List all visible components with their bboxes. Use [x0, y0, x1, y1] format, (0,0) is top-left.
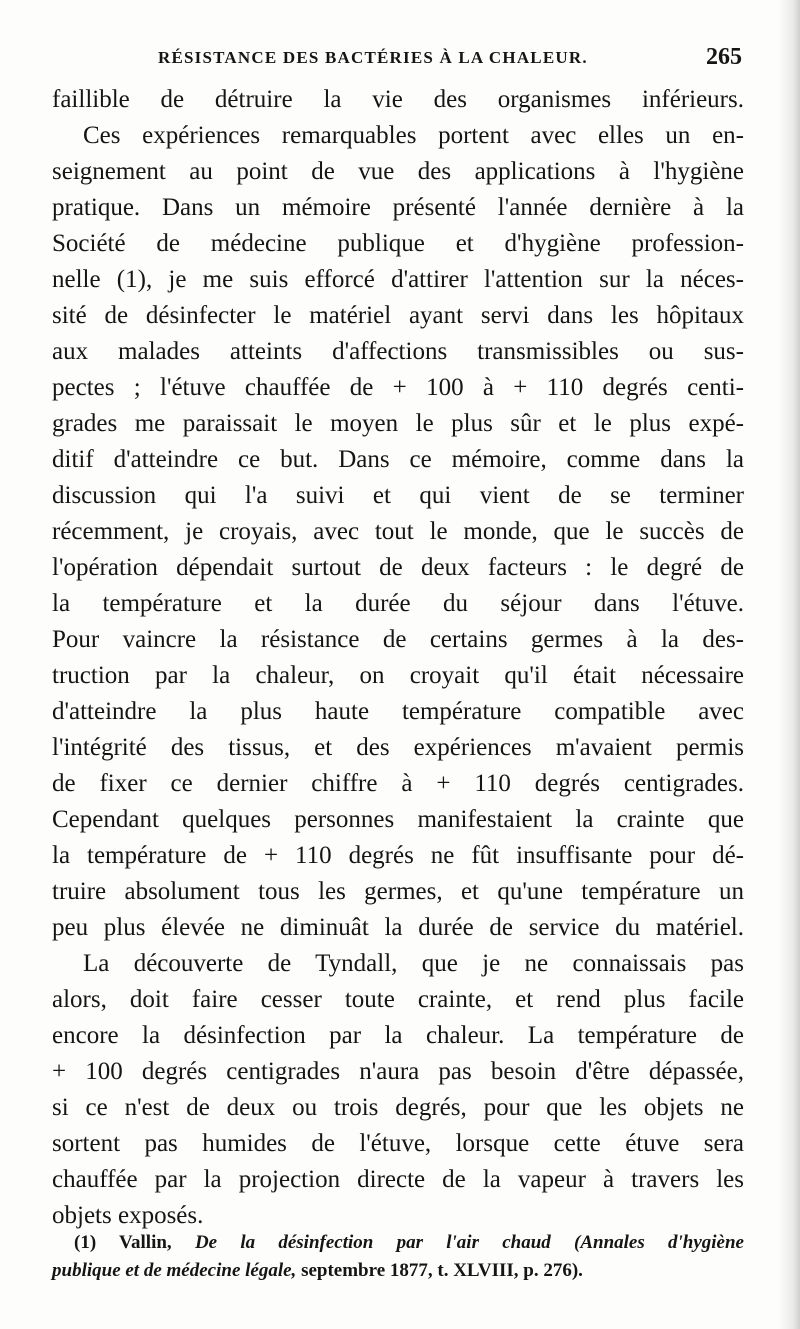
text-line: La découverte de Tyndall, que je ne connaissais pas [83, 950, 744, 977]
text-line: faillible de détruire la vie des organismes inférieurs. [52, 86, 744, 113]
text-line: récemment, je croyais, avec tout le monde, que le succès de [52, 518, 744, 545]
text-line: truction par la chaleur, on croyait qu'il était nécessaire [52, 662, 744, 689]
text-line: sité de désinfecter le matériel ayant servi dans les hôpitaux [52, 302, 744, 329]
text-line: l'intégrité des tissus, et des expériences m'avaient permis [52, 734, 744, 761]
footnote-line [52, 1257, 744, 1285]
text-line: peu plus élevée ne diminuât la durée de service du matériel. [52, 914, 744, 941]
text-line: Pour vaincre la résistance de certains germes à la des- [52, 626, 744, 653]
text-line: aux malades atteints d'affections transmissibles ou sus- [52, 338, 744, 365]
text-line: pectes ; l'étuve chauffée de + 100 à + 110 degrés centi- [52, 374, 744, 401]
text-line: alors, doit faire cesser toute crainte, et rend plus facile [52, 986, 744, 1013]
text-line: l'opération dépendait surtout de deux facteurs : le degré de [52, 554, 744, 581]
text-line: Cependant quelques personnes manifestaient la crainte que [52, 806, 744, 833]
text-line: sortent pas humides de l'étuve, lorsque cette étuve sera [52, 1130, 744, 1157]
text-line: si ce n'est de deux ou trois degrés, pour que les objets ne [52, 1094, 744, 1121]
text-line: nelle (1), je me suis efforcé d'attirer l'attention sur la néces- [52, 266, 744, 293]
page-header [52, 44, 742, 74]
page-edge-shadow [778, 0, 800, 1329]
text-line: objets exposés. [52, 1202, 204, 1229]
footnote-title: De la désinfection par l'air chaud (Annales d'hygiène [194, 1232, 744, 1253]
text-line: pratique. Dans un mémoire présenté l'année dernière à la [52, 194, 744, 221]
text-line: de fixer ce dernier chiffre à + 110 degrés centigrades. [52, 770, 744, 797]
text-line: discussion qui l'a suivi et qui vient de se terminer [52, 482, 744, 509]
text-line: la température et la durée du séjour dans l'étuve. [52, 590, 744, 617]
body-text [52, 82, 744, 1234]
text-line: seignement au point de vue des applications à l'hygiène [52, 158, 744, 185]
text-line: chauffée par la projection directe de la vapeur à travers les [52, 1166, 744, 1193]
page-number: 265 [706, 44, 742, 70]
footnote [52, 1229, 744, 1285]
running-head: RÉSISTANCE DES BACTÉRIES À LA CHALEUR. [158, 48, 588, 67]
text-line: truire absolument tous les germes, et qu'une température un [52, 878, 744, 905]
text-line: encore la désinfection par la chaleur. La température de [52, 1022, 744, 1049]
text-line: Société de médecine publique et d'hygiène profession- [52, 230, 744, 257]
text-line: d'atteindre la plus haute température compatible avec [52, 698, 744, 725]
footnote-journal: publique et de médecine légale, [52, 1260, 297, 1281]
text-line: Ces expériences remarquables portent avec elles un en- [83, 122, 744, 149]
text-line: la température de + 110 degrés ne fût insuffisante pour dé- [52, 842, 744, 869]
text-line: ditif d'atteindre ce but. Dans ce mémoire, comme dans la [52, 446, 744, 473]
footnote-citation: septembre 1877, t. XLVIII, p. 276). [296, 1260, 583, 1281]
footnote-marker-author: (1) Vallin, [74, 1232, 195, 1253]
text-line: + 100 degrés centigrades n'aura pas besoin d'être dépassée, [52, 1058, 744, 1085]
text-line: grades me paraissait le moyen le plus sûr et le plus expé- [52, 410, 744, 437]
footnote-line [52, 1229, 744, 1257]
